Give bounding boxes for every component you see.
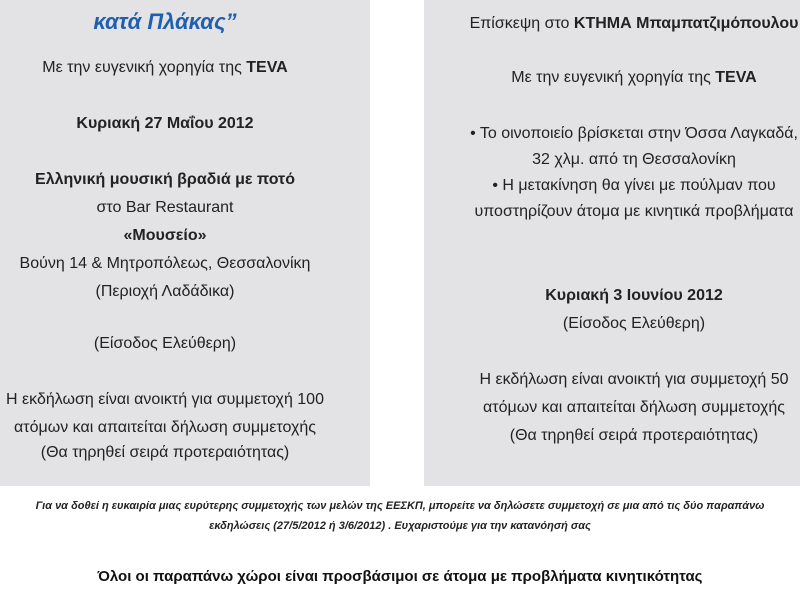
- left-priority: (Θα τηρηθεί σειρά προτεραιότητας): [40, 444, 290, 461]
- right-visit-line: [424, 14, 800, 34]
- right-event-panel: [424, 0, 800, 486]
- right-entry: (Είσοδος Ελεύθερη): [562, 315, 706, 332]
- left-event-panel: [0, 0, 370, 486]
- left-venue-name: «Μουσείο»: [123, 227, 207, 244]
- right-capacity-line2: ατόμων και απαιτείται δήλωση συμμετοχής: [483, 399, 785, 416]
- left-event-date: Κυριακή 27 Μαΐου 2012: [76, 115, 254, 132]
- left-capacity-line1: Η εκδήλωση είναι ανοικτή για συμμετοχή 100: [6, 391, 324, 408]
- left-event-name: Ελληνική μουσική βραδιά με ποτό: [35, 171, 295, 188]
- right-event-date: Κυριακή 3 Ιουνίου 2012: [545, 287, 723, 304]
- accessibility-note: Όλοι οι παραπάνω χώροι είναι προσβάσιμοι σε άτομα με προβλήματα κινητικότητας: [97, 568, 703, 585]
- footer-note-line2: εκδηλώσεις (27/5/2012 ή 3/6/2012) . Ευχαριστούμε για την κατανόησή σας: [209, 520, 591, 532]
- left-capacity-line2: ατόμων και απαιτείται δήλωση συμμετοχής: [14, 419, 316, 436]
- footer-note-line1: Για να δοθεί η ευκαιρία μιας ευρύτερης συμμετοχής των μελών της ΕΕΣΚΠ, μπορείτε να δηλώσετε συμμετοχή σε μια από τις δύο παραπάνω: [35, 500, 765, 512]
- right-location-line1: • Το οινοποιείο βρίσκεται στην Όσσα Λαγκαδά,: [470, 125, 798, 142]
- left-address: Βούνη 14 & Μητροπόλεως, Θεσσαλονίκη: [19, 255, 311, 272]
- left-sponsor-name: TEVA: [246, 59, 288, 76]
- left-event-title: κατά Πλάκας”: [93, 9, 237, 34]
- right-location-line2: 32 χλμ. από τη Θεσσαλονίκη: [532, 151, 736, 168]
- left-area: (Περιοχή Λαδάδικα): [95, 283, 235, 300]
- right-sponsor-prefix: Με την ευγενική χορηγία της: [511, 69, 711, 86]
- right-sponsor-name: TEVA: [715, 69, 757, 86]
- right-transport-line2: υποστηρίζουν άτομα με κινητικά προβλήματα: [474, 203, 794, 220]
- left-sponsor-line: [0, 58, 370, 78]
- right-sponsor-line: [424, 68, 800, 88]
- left-sponsor-prefix: Με την ευγενική χορηγία της: [42, 59, 242, 76]
- right-transport-line1: • Η μετακίνηση θα γίνει με πούλμαν που: [492, 177, 776, 194]
- right-visit-prefix: Επίσκεψη στο: [469, 15, 570, 32]
- right-visit-place: ΚΤΗΜΑ Μπαμπατζιμόπουλου: [573, 15, 799, 32]
- right-priority: (Θα τηρηθεί σειρά προτεραιότητας): [509, 427, 759, 444]
- right-capacity-line1: Η εκδήλωση είναι ανοικτή για συμμετοχή 50: [479, 371, 789, 388]
- left-venue-intro: στο Bar Restaurant: [96, 199, 234, 216]
- left-entry: (Είσοδος Ελεύθερη): [93, 335, 237, 352]
